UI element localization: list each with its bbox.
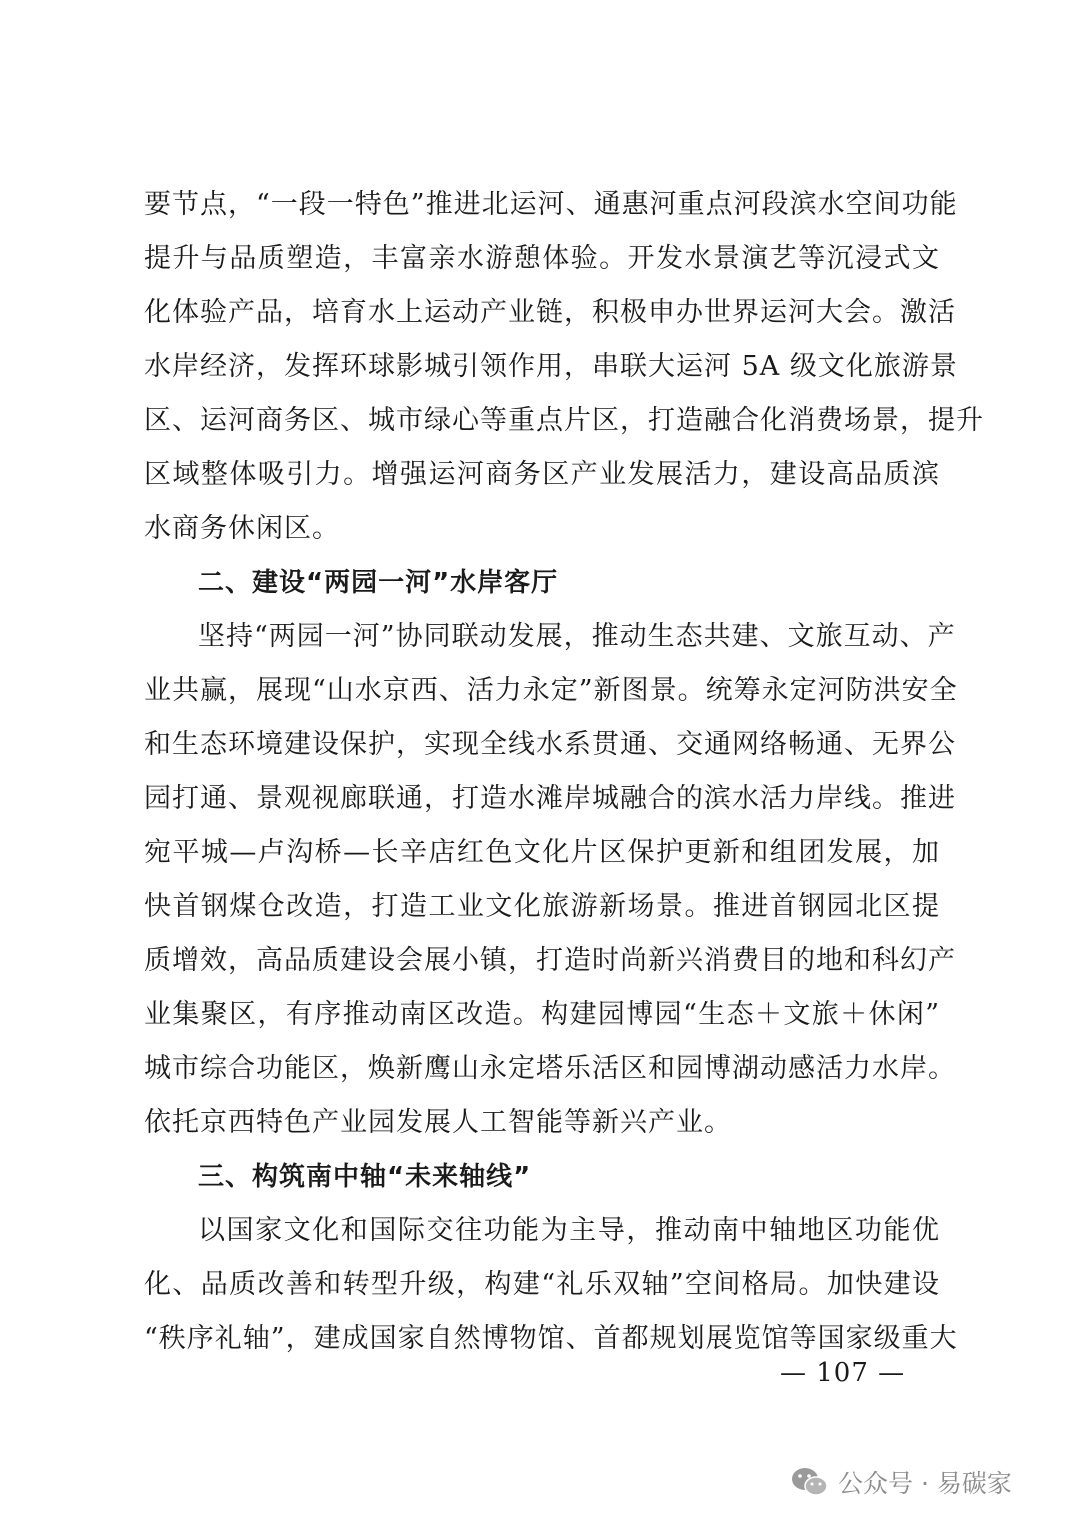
text-line: 坚持“两园一河”协同联动发展，推动生态共建、文旅互动、产 [198,621,956,652]
text-line: 城市综合功能区，焕新鹰山永定塔乐活区和园博湖动感活力水岸。 [144,1053,956,1084]
text-line: 化体验产品，培育水上运动产业链，积极申办世界运河大会。激活 [144,297,956,328]
text-line: 水商务休闲区。 [144,513,340,544]
section-heading: 二、建设“两园一河”水岸客厅 [198,568,559,598]
document-body [144,178,984,1366]
wechat-icon [790,1465,830,1499]
watermark-text: 公众号 · 易碳家 [838,1469,1012,1498]
text-line: 化、品质改善和转型升级，构建“礼乐双轴”空间格局。加快建设 [144,1269,940,1300]
text-line: 业共赢，展现“山水京西、活力永定”新图景。统筹永定河防洪安全 [144,675,958,706]
text-line: 提升与品质塑造，丰富亲水游憩体验。开发水景演艺等沉浸式文 [144,243,940,274]
text-line: 快首钢煤仓改造，打造工业文化旅游新场景。推进首钢园北区提 [144,891,940,922]
text-line: 园打通、景观视廊联通，打造水滩岸城融合的滨水活力岸线。推进 [144,783,956,814]
text-line: 依托京西特色产业园发展人工智能等新兴产业。 [144,1107,732,1138]
text-line: 水岸经济，发挥环球影城引领作用，串联大运河 5A 级文化旅游景 [144,351,958,382]
text-line: 以国家文化和国际交往功能为主导，推动南中轴地区功能优 [198,1215,940,1246]
text-line: 宛平城—卢沟桥—长辛店红色文化片区保护更新和组团发展，加 [144,837,940,868]
text-line: 区域整体吸引力。增强运河商务区产业发展活力，建设高品质滨 [144,459,940,490]
text-line: “秩序礼轴”，建成国家自然博物馆、首都规划展览馆等国家级重大 [144,1323,958,1354]
text-line: 业集聚区，有序推动南区改造。构建园博园“生态＋文旅＋休闲” [144,999,940,1030]
text-line: 要节点，“一段一特色”推进北运河、通惠河重点河段滨水空间功能 [144,189,958,220]
page-number: — 107 — [780,1358,906,1388]
text-line: 质增效，高品质建设会展小镇，打造时尚新兴消费目的地和科幻产 [144,945,956,976]
text-line: 和生态环境建设保护，实现全线水系贯通、交通网络畅通、无界公 [144,729,956,760]
section-heading: 三、构筑南中轴“未来轴线” [198,1162,532,1192]
text-line: 区、运河商务区、城市绿心等重点片区，打造融合化消费场景，提升 [144,405,984,436]
watermark [790,1462,1012,1502]
